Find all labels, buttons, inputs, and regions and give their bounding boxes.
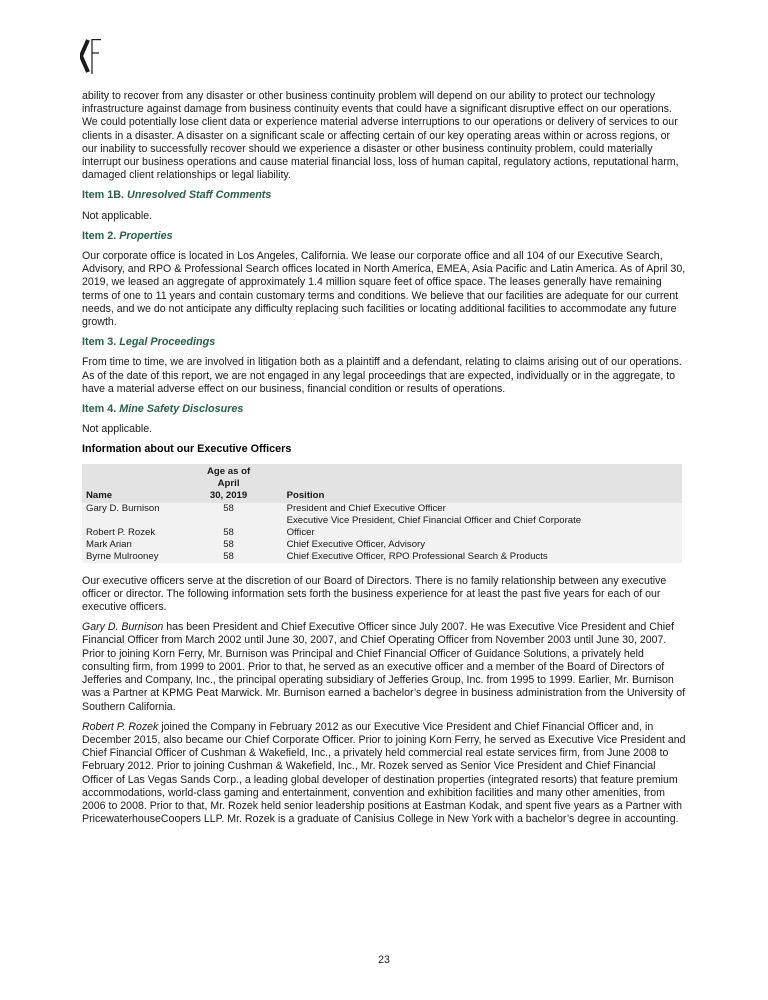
item-1b-body: Not applicable.: [82, 209, 153, 222]
logo-chevron: [81, 40, 88, 72]
table-header-row: [82, 464, 682, 503]
exec-officers-heading: Information about our Executive Officers: [82, 443, 292, 456]
bio-text: joined the Company in February 2012 as our Executive Vice President and Chief Financial Officer and, in December 2015, also became our Chief Corporate Officer. Prior to joining Korn Ferry, he served as Executive Vice President and Chief Financial Officer of Cushman & Wakefield, Inc., a privately held commercial real estate services firm, from June 2008 to February 2012. Prior to joining Cushman & Wakefield, Inc., Mr. Rozek served as Senior Vice President and Chief Financial Officer of Las Vegas Sands Corp., a leading global developer of destination properties (integrated resorts) that feature premium accommodations, world-class gaming and entertainment, convention and exhibition facilities and many other amenities, from 2006 to 2008. Prior to that, Mr. Rozek held senior leadership positions at Eastman Kodak, and spent five years as a Partner with PricewaterhouseCoopers LLP. Mr. Rozek is a graduate of Canisius College in New York with a bachelor’s degree in accounting.: [82, 720, 686, 826]
korn-ferry-logo: [80, 36, 102, 76]
table-row: [82, 515, 682, 539]
bio-burnison: [82, 621, 686, 713]
item-title: Unresolved Staff Comments: [127, 189, 272, 202]
item-4-body: Not applicable.: [82, 423, 153, 436]
intro-paragraph: ability to recover from any disaster or other business continuity problem will depend on our ability to protect our technology infrastructure against damage from business continuity events that could have a significant disruptive effect on our operations. We could potentially lose client data or experience material adverse interruptions to our operations or delivery of services to our clients in a disaster. A disaster on a significant scale or affecting certain of our key operating areas within or across regions, or our inability to successfully recover should we experience a disaster or other business continuity problem, could materially interrupt our business operations and cause material financial loss, loss of human capital, regulatory actions, reputational harm, damaged client relationships or legal liability.: [82, 90, 679, 182]
bio-rozek: [82, 721, 686, 827]
table-row: [82, 539, 682, 551]
cell-position: [269, 539, 682, 551]
item-3-heading: [82, 336, 686, 349]
item-2-heading: [82, 230, 686, 243]
position-line: Executive Vice President, Chief Financial Officer and Chief Corporate: [286, 514, 582, 526]
age-header-line: Age as of: [206, 465, 251, 477]
cell-name: Mark Arian: [82, 539, 189, 551]
document-body: [82, 90, 686, 833]
bio-name: Robert P. Rozek: [82, 720, 159, 733]
cell-name: Byrne Mulrooney: [82, 551, 189, 563]
table-row: [82, 503, 682, 515]
item-2-body: Our corporate office is located in Los Angeles, California. We lease our corporate office and all 104 of our Executive Search, Advisory, and RPO & Professional Search offices located in North America, EMEA, Asia Pacific and Latin America. As of April 30, 2019, we leased an aggregate of approximately 1.4 million square feet of office space. The leases generally have remaining terms of one to 11 years and contain customary terms and conditions. We believe that our facilities are adequate for our current needs, and we do not anticipate any difficulty replacing such facilities or locating additional facilities to accommodate any future growth.: [82, 250, 686, 329]
officers-intro-paragraph: Our executive officers serve at the discretion of our Board of Directors. There is no family relationship between any executive officer or director. The following information sets forth the business experience for at least the past five years for each of our executive officers.: [82, 574, 667, 614]
position-line: Officer: [286, 526, 315, 538]
age-header-line: April: [217, 477, 240, 489]
position-line: Chief Executive Officer, RPO Professional Search & Products: [286, 550, 548, 562]
position-line: Chief Executive Officer, Advisory: [286, 538, 426, 550]
col-header-position: Position: [269, 464, 682, 503]
cell-position: [269, 503, 682, 515]
cell-name: Robert P. Rozek: [82, 515, 189, 539]
col-header-name: Name: [82, 464, 189, 503]
bio-name: Gary D. Burnison: [82, 621, 164, 634]
position-line: President and Chief Executive Officer: [286, 502, 446, 514]
item-title: Legal Proceedings: [119, 336, 216, 349]
age-header-line: 30, 2019: [209, 489, 248, 501]
item-number: Item 1B.: [82, 189, 125, 202]
bio-text: has been President and Chief Executive Officer since July 2007. He was Executive Vice President and Chief Financial Officer from March 2002 until June 30, 2007, and Chief Operating Officer from November 2003 until June 30, 2007. Prior to joining Korn Ferry, Mr. Burnison was Principal and Chief Financial Officer of Guidance Solutions, a privately held consulting firm, from 1999 to 2001. Prior to that, he served as an executive officer and a member of the Board of Directors of Jefferies and Company, Inc., the principal operating subsidiary of Jefferies Group, Inc. from 1995 to 1999. Earlier, Mr. Burnison was a Partner at KPMG Peat Marwick. Mr. Burnison earned a bachelor’s degree in business administration from the University of Southern California.: [82, 621, 686, 713]
col-header-age: [189, 464, 269, 503]
cell-name: Gary D. Burnison: [82, 503, 189, 515]
page-number: 23: [378, 954, 390, 966]
item-title: Mine Safety Disclosures: [119, 403, 244, 416]
item-3-body: From time to time, we are involved in litigation both as a plaintiff and a defendant, relating to claims arising out of our operations. As of the date of this report, we are not engaged in any legal proceedings that are expected, individually or in the aggregate, to have a material adverse effect on our business, financial condition or results of operations.: [82, 356, 682, 395]
exec-officers-table: [82, 464, 682, 563]
item-1b-heading: [82, 189, 686, 202]
cell-position: [269, 515, 682, 539]
cell-age: 58: [189, 551, 269, 563]
item-number: Item 4.: [82, 403, 117, 416]
item-number: Item 2.: [82, 229, 117, 242]
table-row: [82, 551, 682, 563]
cell-age: 58: [189, 503, 269, 515]
item-4-heading: [82, 403, 686, 416]
cell-age: 58: [189, 539, 269, 551]
item-number: Item 3.: [82, 336, 117, 349]
cell-position: [269, 551, 682, 563]
item-title: Properties: [119, 229, 173, 242]
cell-age: 58: [189, 515, 269, 539]
